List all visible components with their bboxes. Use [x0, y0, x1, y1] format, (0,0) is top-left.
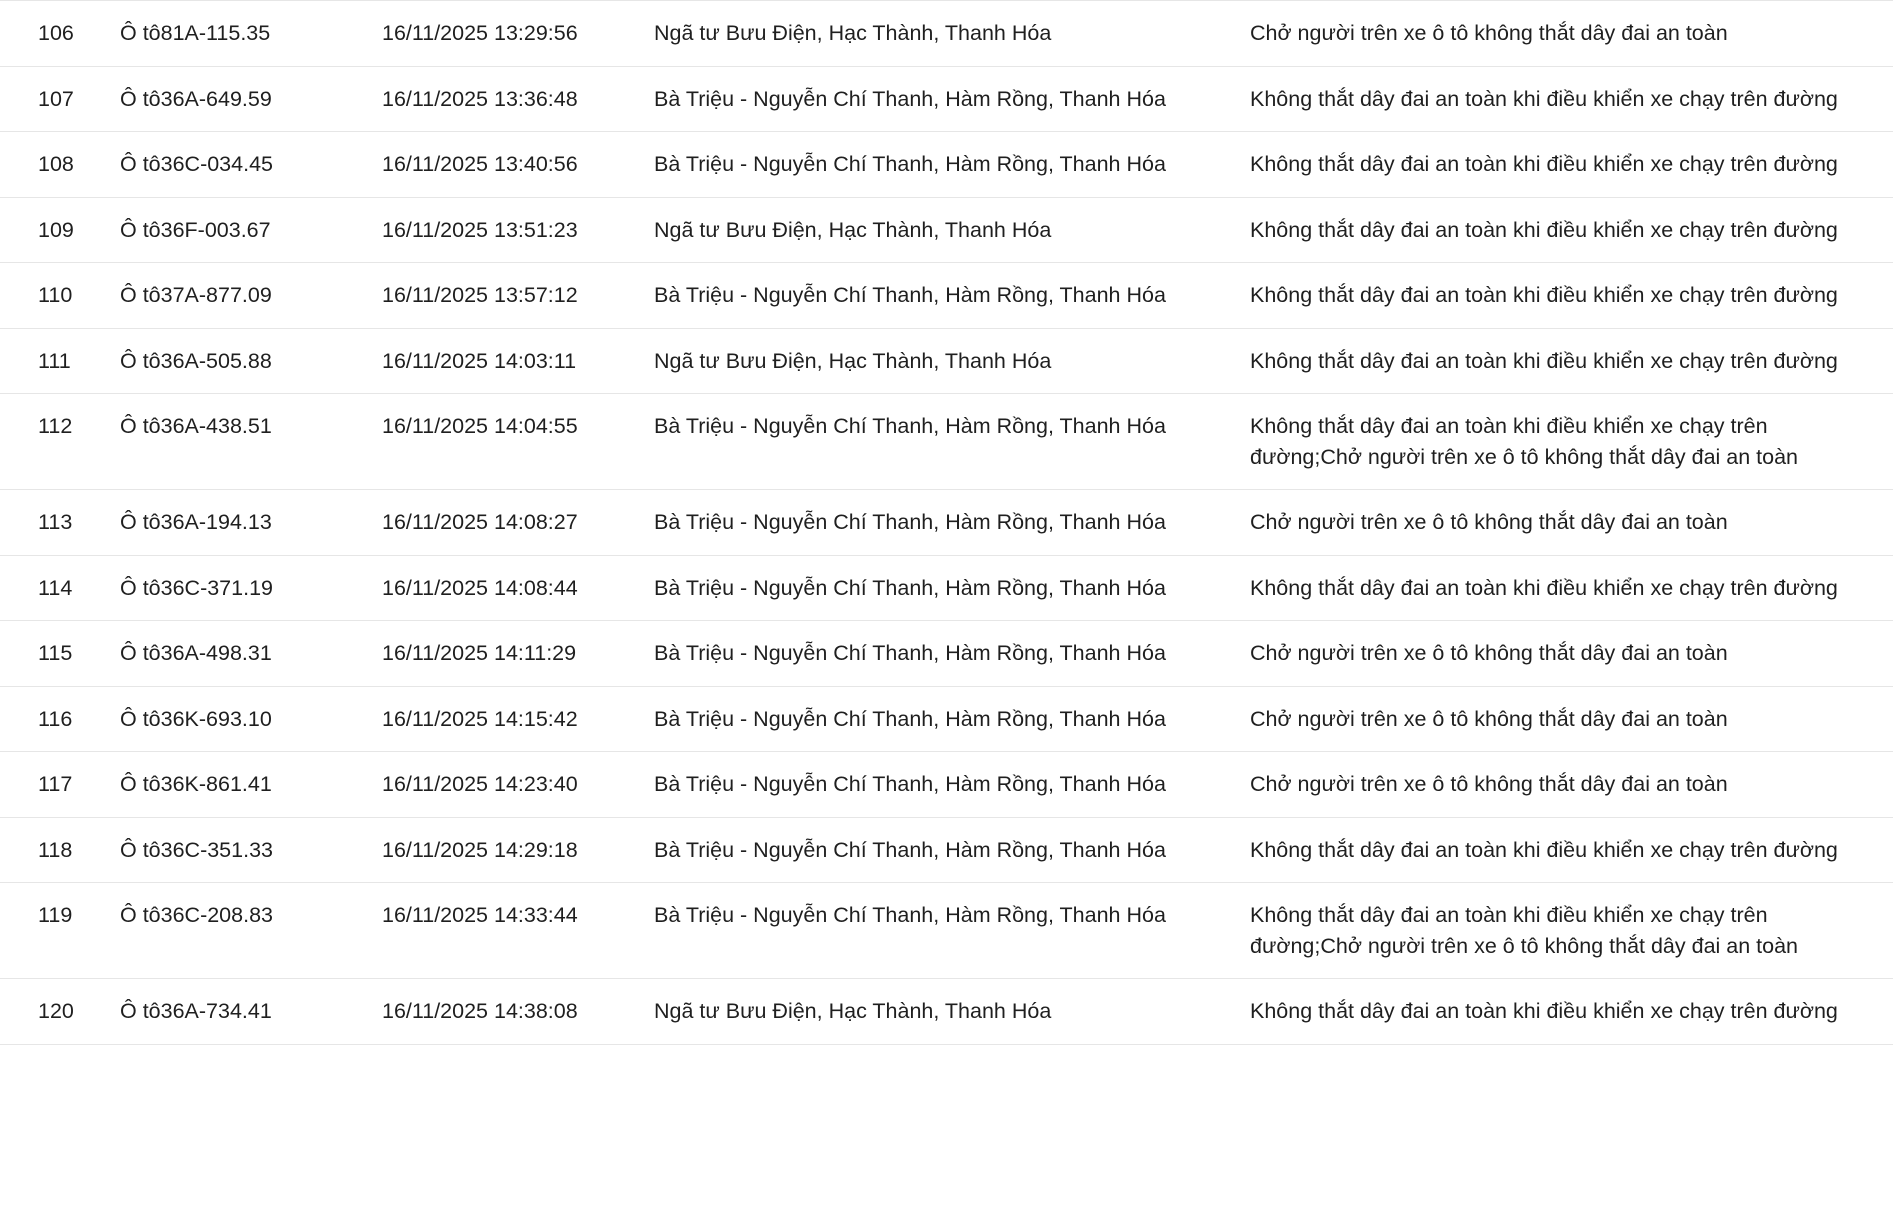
cell-location: Ngã tư Bưu Điện, Hạc Thành, Thanh Hóa: [654, 348, 1052, 373]
table-row: [0, 883, 1893, 979]
cell-location: Ngã tư Bưu Điện, Hạc Thành, Thanh Hóa: [654, 217, 1052, 242]
cell-violation: Chở người trên xe ô tô không thắt dây đai an toàn: [1250, 21, 1728, 45]
cell-location: Bà Triệu - Nguyễn Chí Thanh, Hàm Rồng, Thanh Hóa: [654, 414, 1166, 439]
cell-time: 16/11/2025 13:57:12: [382, 283, 578, 308]
cell-index: 115: [38, 641, 73, 666]
cell-plate: Ô tô36F-003.67: [120, 217, 271, 242]
cell-time: 16/11/2025 13:36:48: [382, 86, 578, 111]
cell-location: Bà Triệu - Nguyễn Chí Thanh, Hàm Rồng, Thanh Hóa: [654, 772, 1166, 797]
cell-plate: Ô tô81A-115.35: [120, 21, 271, 45]
cell-index: 119: [38, 903, 73, 928]
cell-violation: Chở người trên xe ô tô không thắt dây đai an toàn: [1250, 772, 1728, 797]
cell-time: 16/11/2025 13:40:56: [382, 152, 578, 177]
cell-location: Bà Triệu - Nguyễn Chí Thanh, Hàm Rồng, Thanh Hóa: [654, 706, 1166, 731]
cell-plate: Ô tô36K-693.10: [120, 706, 272, 731]
table-row: [0, 328, 1893, 394]
table-row: [0, 1, 1893, 67]
table-row: [0, 132, 1893, 198]
cell-violation: Chở người trên xe ô tô không thắt dây đai an toàn: [1250, 706, 1728, 731]
cell-violation: Không thắt dây đai an toàn khi điều khiển xe chạy trên đường: [1250, 86, 1838, 111]
cell-index: 118: [38, 837, 73, 862]
cell-index: 112: [38, 414, 73, 439]
cell-location: Bà Triệu - Nguyễn Chí Thanh, Hàm Rồng, Thanh Hóa: [654, 575, 1166, 600]
cell-location: Bà Triệu - Nguyễn Chí Thanh, Hàm Rồng, Thanh Hóa: [654, 86, 1166, 111]
cell-index: 114: [38, 575, 73, 600]
table-row: [0, 752, 1893, 818]
cell-time: 16/11/2025 14:15:42: [382, 706, 578, 731]
cell-location: Bà Triệu - Nguyễn Chí Thanh, Hàm Rồng, Thanh Hóa: [654, 641, 1166, 666]
cell-index: 108: [38, 152, 74, 177]
cell-location: Ngã tư Bưu Điện, Hạc Thành, Thanh Hóa: [654, 21, 1052, 45]
table-row: [0, 197, 1893, 263]
table-row: [0, 394, 1893, 490]
cell-index: 110: [38, 283, 73, 308]
cell-time: 16/11/2025 14:08:27: [382, 510, 578, 535]
cell-violation: Không thắt dây đai an toàn khi điều khiển xe chạy trên đường: [1250, 348, 1838, 373]
cell-plate: Ô tô36K-861.41: [120, 772, 272, 797]
cell-violation: Không thắt dây đai an toàn khi điều khiển xe chạy trên đường: [1250, 283, 1838, 308]
cell-plate: Ô tô37A-877.09: [120, 283, 272, 308]
cell-time: 16/11/2025 13:29:56: [382, 21, 578, 45]
cell-index: 117: [38, 772, 73, 797]
cell-plate: Ô tô36C-351.33: [120, 837, 273, 862]
cell-index: 120: [38, 999, 74, 1024]
cell-plate: Ô tô36A-649.59: [120, 86, 272, 111]
cell-violation: Không thắt dây đai an toàn khi điều khiển xe chạy trên đường: [1250, 152, 1838, 177]
cell-time: 16/11/2025 14:33:44: [382, 903, 578, 928]
cell-violation: Chở người trên xe ô tô không thắt dây đai an toàn: [1250, 510, 1728, 535]
cell-location: Bà Triệu - Nguyễn Chí Thanh, Hàm Rồng, Thanh Hóa: [654, 903, 1166, 928]
cell-violation: Không thắt dây đai an toàn khi điều khiển xe chạy trên đường;Chở người trên xe ô tô không thắt dây đai an toàn: [1250, 414, 1799, 469]
table-row: [0, 621, 1893, 687]
table-row: [0, 817, 1893, 883]
table-row: [0, 686, 1893, 752]
cell-location: Bà Triệu - Nguyễn Chí Thanh, Hàm Rồng, Thanh Hóa: [654, 152, 1166, 177]
cell-plate: Ô tô36C-208.83: [120, 903, 273, 928]
cell-location: Ngã tư Bưu Điện, Hạc Thành, Thanh Hóa: [654, 999, 1052, 1024]
violation-list-body: [0, 1, 1893, 1045]
cell-violation: Không thắt dây đai an toàn khi điều khiển xe chạy trên đường;Chở người trên xe ô tô không thắt dây đai an toàn: [1250, 903, 1799, 958]
cell-violation: Không thắt dây đai an toàn khi điều khiển xe chạy trên đường: [1250, 575, 1838, 600]
table-row: [0, 490, 1893, 556]
cell-plate: Ô tô36C-371.19: [120, 575, 273, 600]
cell-plate: Ô tô36A-438.51: [120, 414, 272, 439]
table-row: [0, 263, 1893, 329]
cell-index: 111: [38, 348, 71, 373]
cell-violation: Chở người trên xe ô tô không thắt dây đai an toàn: [1250, 641, 1728, 666]
cell-violation: Không thắt dây đai an toàn khi điều khiển xe chạy trên đường: [1250, 837, 1838, 862]
cell-plate: Ô tô36C-034.45: [120, 152, 273, 177]
table-row: [0, 555, 1893, 621]
table-row: [0, 979, 1893, 1045]
cell-index: 109: [38, 217, 74, 242]
cell-plate: Ô tô36A-734.41: [120, 999, 272, 1024]
cell-plate: Ô tô36A-505.88: [120, 348, 272, 373]
cell-violation: Không thắt dây đai an toàn khi điều khiển xe chạy trên đường: [1250, 999, 1838, 1024]
cell-location: Bà Triệu - Nguyễn Chí Thanh, Hàm Rồng, Thanh Hóa: [654, 837, 1166, 862]
cell-time: 16/11/2025 14:03:11: [382, 348, 577, 373]
cell-time: 16/11/2025 14:04:55: [382, 414, 578, 439]
cell-plate: Ô tô36A-194.13: [120, 510, 272, 535]
cell-plate: Ô tô36A-498.31: [120, 641, 272, 666]
cell-violation: Không thắt dây đai an toàn khi điều khiển xe chạy trên đường: [1250, 217, 1838, 242]
cell-time: 16/11/2025 14:29:18: [382, 837, 578, 862]
cell-time: 16/11/2025 14:23:40: [382, 772, 578, 797]
cell-index: 107: [38, 86, 74, 111]
cell-index: 116: [38, 706, 73, 731]
cell-time: 16/11/2025 14:11:29: [382, 641, 577, 666]
table-row: [0, 66, 1893, 132]
cell-time: 16/11/2025 14:08:44: [382, 575, 578, 600]
cell-location: Bà Triệu - Nguyễn Chí Thanh, Hàm Rồng, Thanh Hóa: [654, 510, 1166, 535]
cell-index: 113: [38, 510, 73, 535]
cell-location: Bà Triệu - Nguyễn Chí Thanh, Hàm Rồng, Thanh Hóa: [654, 283, 1166, 308]
cell-time: 16/11/2025 14:38:08: [382, 999, 578, 1024]
cell-time: 16/11/2025 13:51:23: [382, 217, 578, 242]
cell-index: 106: [38, 21, 74, 45]
